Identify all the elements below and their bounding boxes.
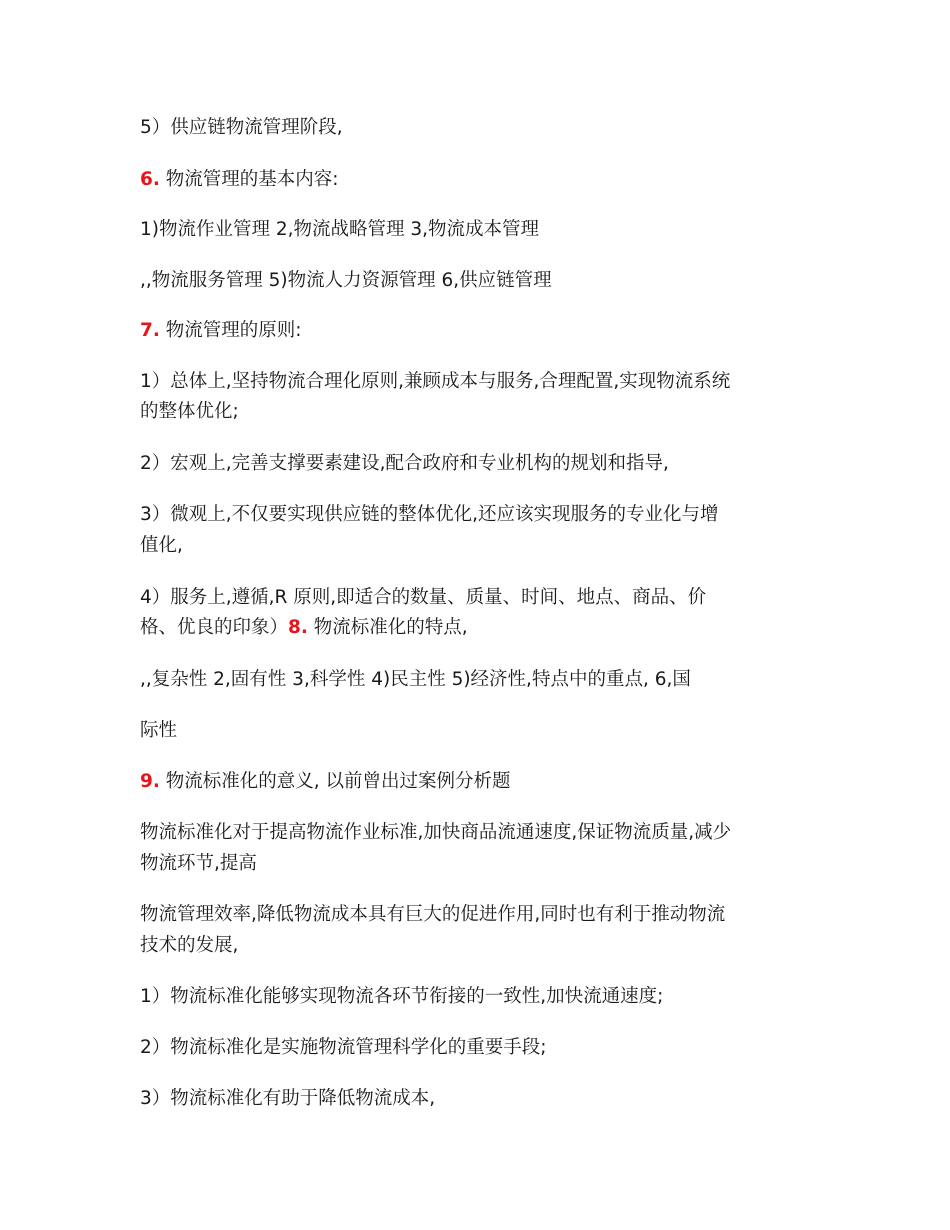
paragraph-line: 物流标准化对于提高物流作业标准,加快商品流通速度,保证物流质量,减少 [140, 822, 732, 843]
paragraph-line: 物流管理效率,降低物流成本具有巨大的促进作用,同时也有利于推动物流 [140, 904, 726, 925]
paragraph-line: 际性 [140, 720, 178, 741]
paragraph-line: 值化, [140, 535, 183, 556]
section-title: 物流标准化的意义, 以前曾出过案例分析题 [159, 771, 511, 792]
section-title: 物流标准化的特点, [307, 617, 468, 638]
paragraph-line: 1）总体上,坚持物流合理化原则,兼顾成本与服务,合理配置,实现物流系统 [140, 371, 731, 392]
paragraph-line: ,,复杂性 2,固有性 3,科学性 4)民主性 5)经济性,特点中的重点, 6,国 [140, 669, 691, 690]
paragraph-line-with-heading-8 [140, 613, 820, 643]
paragraph-line: 的整体优化; [140, 401, 239, 422]
paragraph-line: 技术的发展, [140, 935, 239, 956]
section-heading-9 [140, 767, 820, 797]
paragraph-text: 格、优良的印象） [140, 617, 289, 638]
section-number: 9. [140, 771, 160, 792]
paragraph-line: 物流环节,提高 [140, 853, 257, 874]
section-number: 8. [288, 617, 308, 638]
paragraph: 5）供应链物流管理阶段, [140, 117, 343, 138]
section-heading-6 [140, 165, 820, 195]
section-heading-7 [140, 316, 820, 346]
paragraph: 2）宏观上,完善支撑要素建设,配合政府和专业机构的规划和指导, [140, 453, 669, 474]
section-number: 7. [140, 320, 160, 341]
paragraph-line: 4）服务上,遵循,R 原则,即适合的数量、质量、时间、地点、商品、价 [140, 587, 707, 608]
paragraph: 2）物流标准化是实施物流管理科学化的重要手段; [140, 1037, 547, 1058]
section-title: 物流管理的原则: [159, 320, 302, 341]
paragraph: ,,物流服务管理 5)物流人力资源管理 6,供应链管理 [140, 270, 552, 291]
paragraph-line: 3）微观上,不仅要实现供应链的整体优化,还应该实现服务的专业化与增 [140, 504, 719, 525]
paragraph: 1）物流标准化能够实现物流各环节衔接的一致性,加快流通速度; [140, 986, 664, 1007]
section-number: 6. [140, 169, 160, 190]
paragraph: 1)物流作业管理 2,物流战略管理 3,物流成本管理 [140, 219, 540, 240]
section-title: 物流管理的基本内容: [159, 169, 339, 190]
paragraph: 3）物流标准化有助于降低物流成本, [140, 1088, 436, 1109]
